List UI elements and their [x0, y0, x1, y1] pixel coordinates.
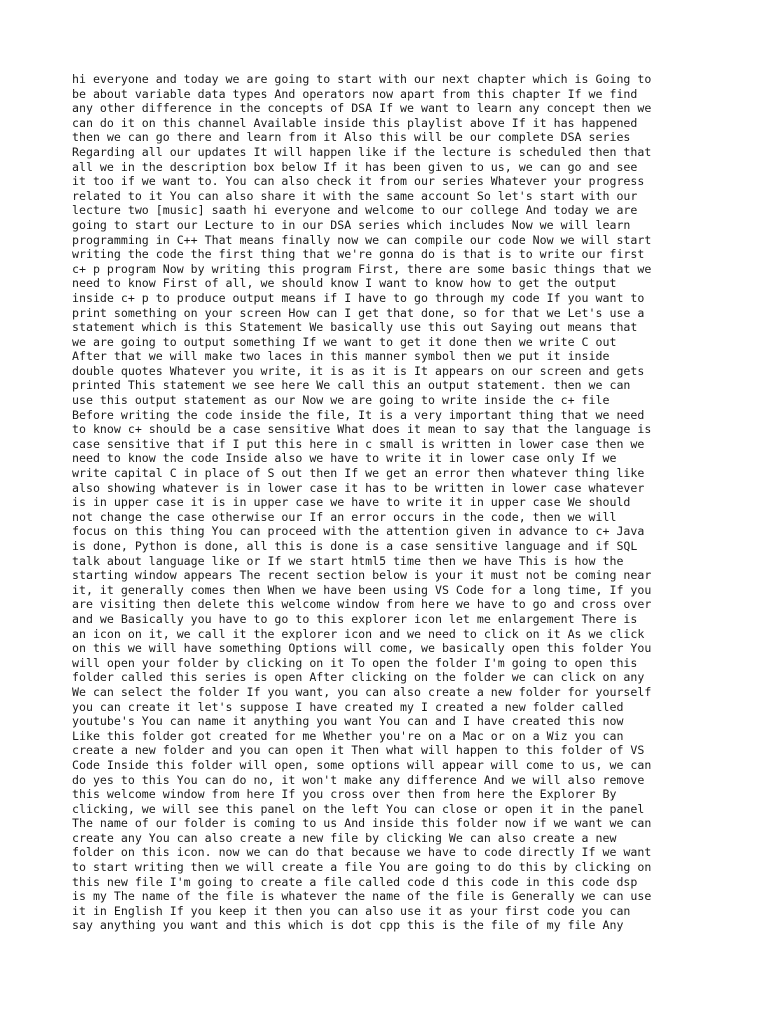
transcript-text: hi everyone and today we are going to start with our next chapter which is Going to be about variable data types And operators now apart from this chapter If we find any other difference in the concepts of DSA If we want to learn any concept then we can do it on this channel Available inside this playlist above If it has happened then we can go there and learn from it Also this will be our complete DSA series Regarding all our updates It will happen like if the lecture is scheduled then that all we in the description box below If it has been given to us, we can go and see it too if we want to. You can also check it from our series Whatever your progress related to it You can also share it with the same account So let's start with our lecture two [music] saath hi everyone and welcome to our college And today we are going to start our Lecture to in our DSA series which includes Now we will learn programming in C++ That means finally now we can compile our code Now we will start writing the code the first thing that we're gonna do is that is to write our first c+ p program Now by writing this program First, there are some basic things that we need to know First of all, we should know I want to know how to get the output inside c+ p to produce output means if I have to go through my code If you want to print something on your screen How can I get that done, so for that we Let's use a statement which is this Statement We basically use this out Saying out means that we are going to output something If we want to get it done then we write C out After that we will make two laces in this manner symbol then we put it inside double quotes Whatever you write, it is as it is It appears on our screen and gets printed This statement we see here We call this an output statement. then we can use this output statement as our Now we are going to write inside the c+ file Before writing the code inside the file, It is a very important thing that we need to know c+ should be a case sensitive What does it mean to say that the language is case sensitive that if I put this here in c small is written in lower case then we need to know the code Inside also we have to write it in lower case only If we write capital C in place of S out then If we get an error then whatever thing like also showing whatever is in lower case it has to be written in lower case whatever is in upper case it is in upper case we have to write it in upper case We should not change the case otherwise our If an error occurs in the code, then we will focus on this thing You can proceed with the attention given in advance to c+ Java is done, Python is done, all this is done is a case sensitive language and if SQL talk about language like or If we start html5 time then we have This is how the starting window appears The recent section below is your it must not be coming near it, it generally comes then When we have been using VS Code for a long time, If you are visiting then delete this welcome window from here we have to go and cross over and we Basically you have to go to this explorer icon let me enlargement There is an icon on it, we call it the explorer icon and we need to click on it As we click on this we will have something Options will come, we basically open this folder You will open your folder by clicking on it To open the folder I'm going to open this folder called this series is open After clicking on the folder we can click on any We can select the folder If you want, you can also create a new folder for yourself you can create it let's suppose I have created my I created a new folder called youtube's You can name it anything you want You can and I have created this now Like this folder got created for me Whether you're on a Mac or on a Wiz you can create a new folder and you can open it Then what will happen to this folder of VS Code Inside this folder will open, some options will appear will come to us, we can do yes to this You can do no, it won't make any difference And we will also remove this welcome window from here If you cross over then from here the Explorer By clicking, we will see this panel on the left You can close or open it in the panel The name of our folder is coming to us And inside this folder now if we want we can create any You can also create a new file by clicking We can also create a new folder on this icon. now we can do that because we have to code directly If we want to start writing then we will create a file You are going to do this by clicking on this new file I'm going to create a file called code d this code in this code dsp is my The name of the file is whatever the name of the file is Generally we can use it in English If you keep it then you can also use it as your first code you can say anything you want and this which is dot cpp this is the file of my file Any [72, 72, 652, 933]
